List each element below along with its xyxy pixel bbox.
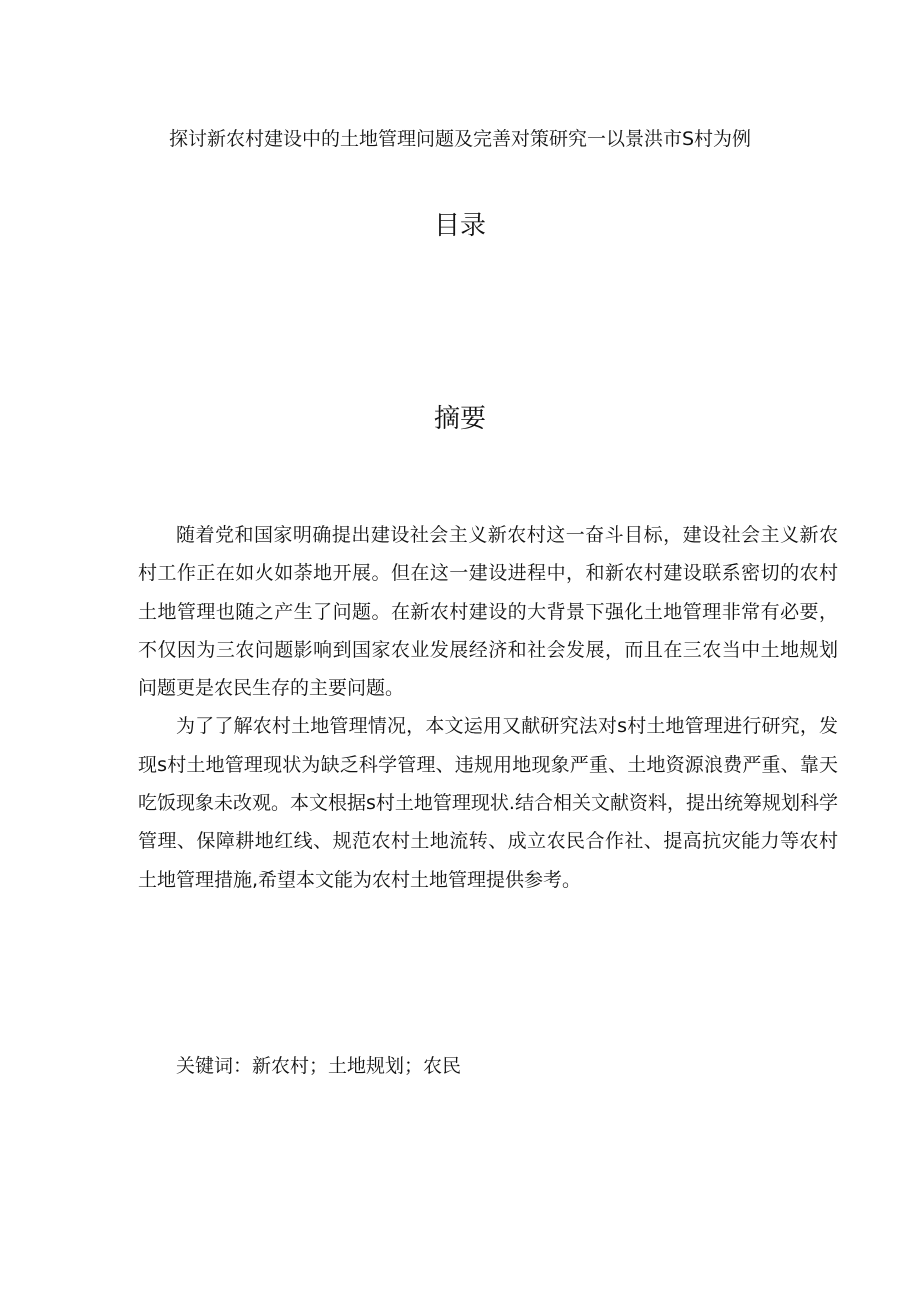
document-title: 探讨新农村建设中的土地管理问题及完善对策研究一以景洪市S村为例 [168,128,752,150]
abstract-paragraph-1: 随着党和国家明确提出建设社会主义新农村这一奋斗目标，建设社会主义新农村工作正在如火如荼地开展。但在这一建设进程中，和新农村建设联系密切的农村土地管理也随之产生了问题。在新农村建设的大背景下强化土地管理非常有必要，不仅因为三农问题影响到国家农业发展经济和社会发展，而且在三农当中土地规划问题更是农民生存的主要问题。 [138,524,838,700]
abstract-paragraph-2: 为了了解农村土地管理情况，本文运用又献研究法对s村土地管理进行研究，发现s村土地管理现状为缺乏科学管理、违规用地现象严重、土地资源浪费严重、靠天吃饭现象未改观。本文根据s村土地管理现状.结合相关文献资料，提出统筹规划科学管理、保障耕地红线、规范农村土地流转、成立农民合作社、提高抗灾能力等农村土地管理措施,希望本文能为农村土地管理提供参考。 [138,715,838,891]
toc-heading: 目录 [433,211,486,241]
abstract-body [138,516,838,899]
abstract-heading: 摘要 [433,404,486,434]
keywords-line: 关键词：新农村；土地规划；农民 [176,1055,462,1077]
